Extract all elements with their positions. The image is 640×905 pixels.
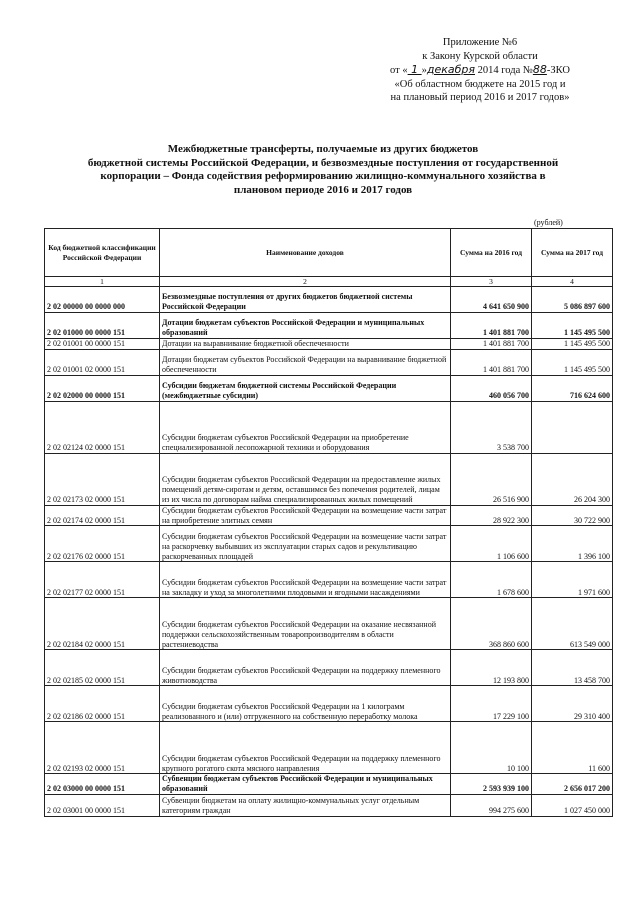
row-sum-2016: 12 193 800	[451, 650, 532, 686]
table-row	[45, 287, 613, 313]
row-name: Субсидии бюджетам субъектов Российской Федерации на приобретение специализированной лесопожарной техники и оборудования	[160, 401, 451, 453]
table-row	[45, 722, 613, 774]
row-sum-2017: 30 722 900	[532, 505, 613, 526]
row-sum-2017: 1 971 600	[532, 562, 613, 598]
row-code: 2 02 00000 00 0000 000	[45, 287, 160, 313]
date-mid: »	[421, 65, 427, 76]
title-line-1: Межбюджетные трансферты, получаемые из других бюджетов	[167, 143, 479, 155]
row-sum-2016: 1 401 881 700	[451, 313, 532, 339]
row-name: Безвозмездные поступления от других бюджетов бюджетной системы Российской Федерации	[160, 287, 451, 313]
row-sum-2017: 1 145 495 500	[532, 349, 613, 375]
header-code: Код бюджетной классификации Российской Федерации	[45, 229, 160, 277]
col-number-2: 2	[160, 277, 451, 287]
row-name: Субсидии бюджетам субъектов Российской Федерации на предоставление жилых помещений детям-сиротам и детям, оставшимся без попечения родителей, лицам из их числа по договорам найма специализированных жилых помещений	[160, 453, 451, 505]
row-name: Субсидии бюджетам субъектов Российской Федерации на поддержку племенного крупного рогатого скота мясного направления	[160, 722, 451, 774]
row-name: Субсидии бюджетам субъектов Российской Федерации на возмещение части затрат на закладку и уход за многолетними плодовыми и ягодными насаждениями	[160, 562, 451, 598]
table-row	[45, 313, 613, 339]
row-name: Дотации на выравнивание бюджетной обеспеченности	[160, 339, 451, 350]
row-sum-2016: 26 516 900	[451, 453, 532, 505]
table-header-row	[45, 229, 613, 277]
title-line-2: бюджетной системы Российской Федерации, и безвозмездные поступления от государственной	[87, 156, 559, 169]
row-code: 2 02 02186 02 0000 151	[45, 686, 160, 722]
row-sum-2017: 26 204 300	[532, 453, 613, 505]
title-line-4: плановом периоде 2016 и 2017 годов	[233, 183, 413, 196]
table-row	[45, 401, 613, 453]
appendix-date-line	[330, 63, 630, 78]
row-sum-2016: 3 538 700	[451, 401, 532, 453]
row-sum-2016: 1 106 600	[451, 526, 532, 562]
row-name: Субсидии бюджетам бюджетной системы Российской Федерации (межбюджетные субсидии)	[160, 375, 451, 401]
row-sum-2016: 17 229 100	[451, 686, 532, 722]
title-line-3: корпорации – Фонда содействия реформированию жилищно-коммунального хозяйства в	[100, 170, 546, 182]
row-code: 2 02 01001 02 0000 151	[45, 349, 160, 375]
date-prefix: от «	[390, 65, 408, 76]
row-sum-2017: 1 027 450 000	[532, 794, 613, 816]
col-number-4: 4	[532, 277, 613, 287]
table-row	[45, 453, 613, 505]
row-name: Субсидии бюджетам субъектов Российской Федерации на возмещение части затрат на приобретение элитных семян	[160, 505, 451, 526]
table-row	[45, 794, 613, 816]
header-sum-2017: Сумма на 2017 год	[532, 229, 613, 277]
row-name: Субвенции бюджетам субъектов Российской Федерации и муниципальных образований	[160, 774, 451, 795]
row-sum-2017: 5 086 897 600	[532, 287, 613, 313]
row-sum-2017	[532, 401, 613, 453]
row-sum-2016: 1 678 600	[451, 562, 532, 598]
row-sum-2017: 613 549 000	[532, 598, 613, 650]
row-sum-2016: 2 593 939 100	[451, 774, 532, 795]
appendix-law-title-2: на плановый период 2016 и 2017 годов»	[390, 92, 570, 103]
header-name: Наименование доходов	[160, 229, 451, 277]
row-name: Субсидии бюджетам субъектов Российской Федерации на возмещение части затрат на раскорчевку выбывших из эксплуатации старых садов и рекультивацию раскорчеванных площадей	[160, 526, 451, 562]
row-sum-2017: 13 458 700	[532, 650, 613, 686]
row-sum-2016: 994 275 600	[451, 794, 532, 816]
row-sum-2016: 10 100	[451, 722, 532, 774]
table-row	[45, 349, 613, 375]
appendix-law-ref: к Закону Курской области	[422, 50, 538, 62]
row-code: 2 02 01000 00 0000 151	[45, 313, 160, 339]
row-sum-2017: 29 310 400	[532, 686, 613, 722]
row-sum-2016: 4 641 650 900	[451, 287, 532, 313]
budget-table	[44, 228, 613, 817]
row-sum-2017: 1 145 495 500	[532, 339, 613, 350]
date-year: 2014 года №	[475, 65, 533, 76]
document-title	[40, 143, 606, 197]
units-label: (рублей)	[534, 218, 563, 227]
row-code: 2 02 03001 00 0000 151	[45, 794, 160, 816]
table-row	[45, 339, 613, 350]
row-name: Субсидии бюджетам субъектов Российской Федерации на поддержку племенного животноводства	[160, 650, 451, 686]
row-sum-2017: 716 624 600	[532, 375, 613, 401]
row-sum-2017: 1 145 495 500	[532, 313, 613, 339]
column-index-row	[45, 277, 613, 287]
table-row	[45, 686, 613, 722]
row-code: 2 02 01001 00 0000 151	[45, 339, 160, 350]
col-number-3: 3	[451, 277, 532, 287]
row-name: Субсидии бюджетам субъектов Российской Федерации на 1 килограмм реализованного и (или) отгруженного на собственную переработку молока	[160, 686, 451, 722]
row-sum-2016: 1 401 881 700	[451, 339, 532, 350]
row-sum-2016: 368 860 600	[451, 598, 532, 650]
header-sum-2016: Сумма на 2016 год	[451, 229, 532, 277]
row-name: Субвенции бюджетам на оплату жилищно-коммунальных услуг отдельным категориям граждан	[160, 794, 451, 816]
row-code: 2 02 02173 02 0000 151	[45, 453, 160, 505]
col-number-1: 1	[45, 277, 160, 287]
table-row	[45, 562, 613, 598]
table-row	[45, 598, 613, 650]
table-row	[45, 526, 613, 562]
row-sum-2016: 460 056 700	[451, 375, 532, 401]
row-name: Дотации бюджетам субъектов Российской Федерации и муниципальных образований	[160, 313, 451, 339]
row-sum-2017: 11 600	[532, 722, 613, 774]
table-row	[45, 774, 613, 795]
row-sum-2016: 28 922 300	[451, 505, 532, 526]
row-sum-2016: 1 401 881 700	[451, 349, 532, 375]
row-code: 2 02 03000 00 0000 151	[45, 774, 160, 795]
row-sum-2017: 2 656 017 200	[532, 774, 613, 795]
table-row	[45, 650, 613, 686]
row-code: 2 02 02000 00 0000 151	[45, 375, 160, 401]
table-row	[45, 375, 613, 401]
appendix-number: Приложение №6	[442, 37, 518, 48]
law-number: 88	[532, 63, 547, 76]
row-code: 2 02 02184 02 0000 151	[45, 598, 160, 650]
row-code: 2 02 02177 02 0000 151	[45, 562, 160, 598]
row-code: 2 02 02185 02 0000 151	[45, 650, 160, 686]
row-sum-2017: 1 396 100	[532, 526, 613, 562]
row-code: 2 02 02176 02 0000 151	[45, 526, 160, 562]
appendix-header	[330, 36, 630, 105]
row-code: 2 02 02124 02 0000 151	[45, 401, 160, 453]
table-row	[45, 505, 613, 526]
law-suffix: -ЗКО	[546, 65, 570, 76]
row-code: 2 02 02193 02 0000 151	[45, 722, 160, 774]
appendix-law-title: «Об областном бюджете на 2015 год и	[394, 78, 566, 90]
row-code: 2 02 02174 02 0000 151	[45, 505, 160, 526]
row-name: Субсидии бюджетам субъектов Российской Федерации на оказание несвязанной поддержки сельскохозяйственным товаропроизводителям в области растениеводства	[160, 598, 451, 650]
row-name: Дотации бюджетам субъектов Российской Федерации на выравнивание бюджетной обеспеченности	[160, 349, 451, 375]
date-day: 1	[407, 63, 422, 76]
date-month: декабря	[426, 63, 475, 76]
